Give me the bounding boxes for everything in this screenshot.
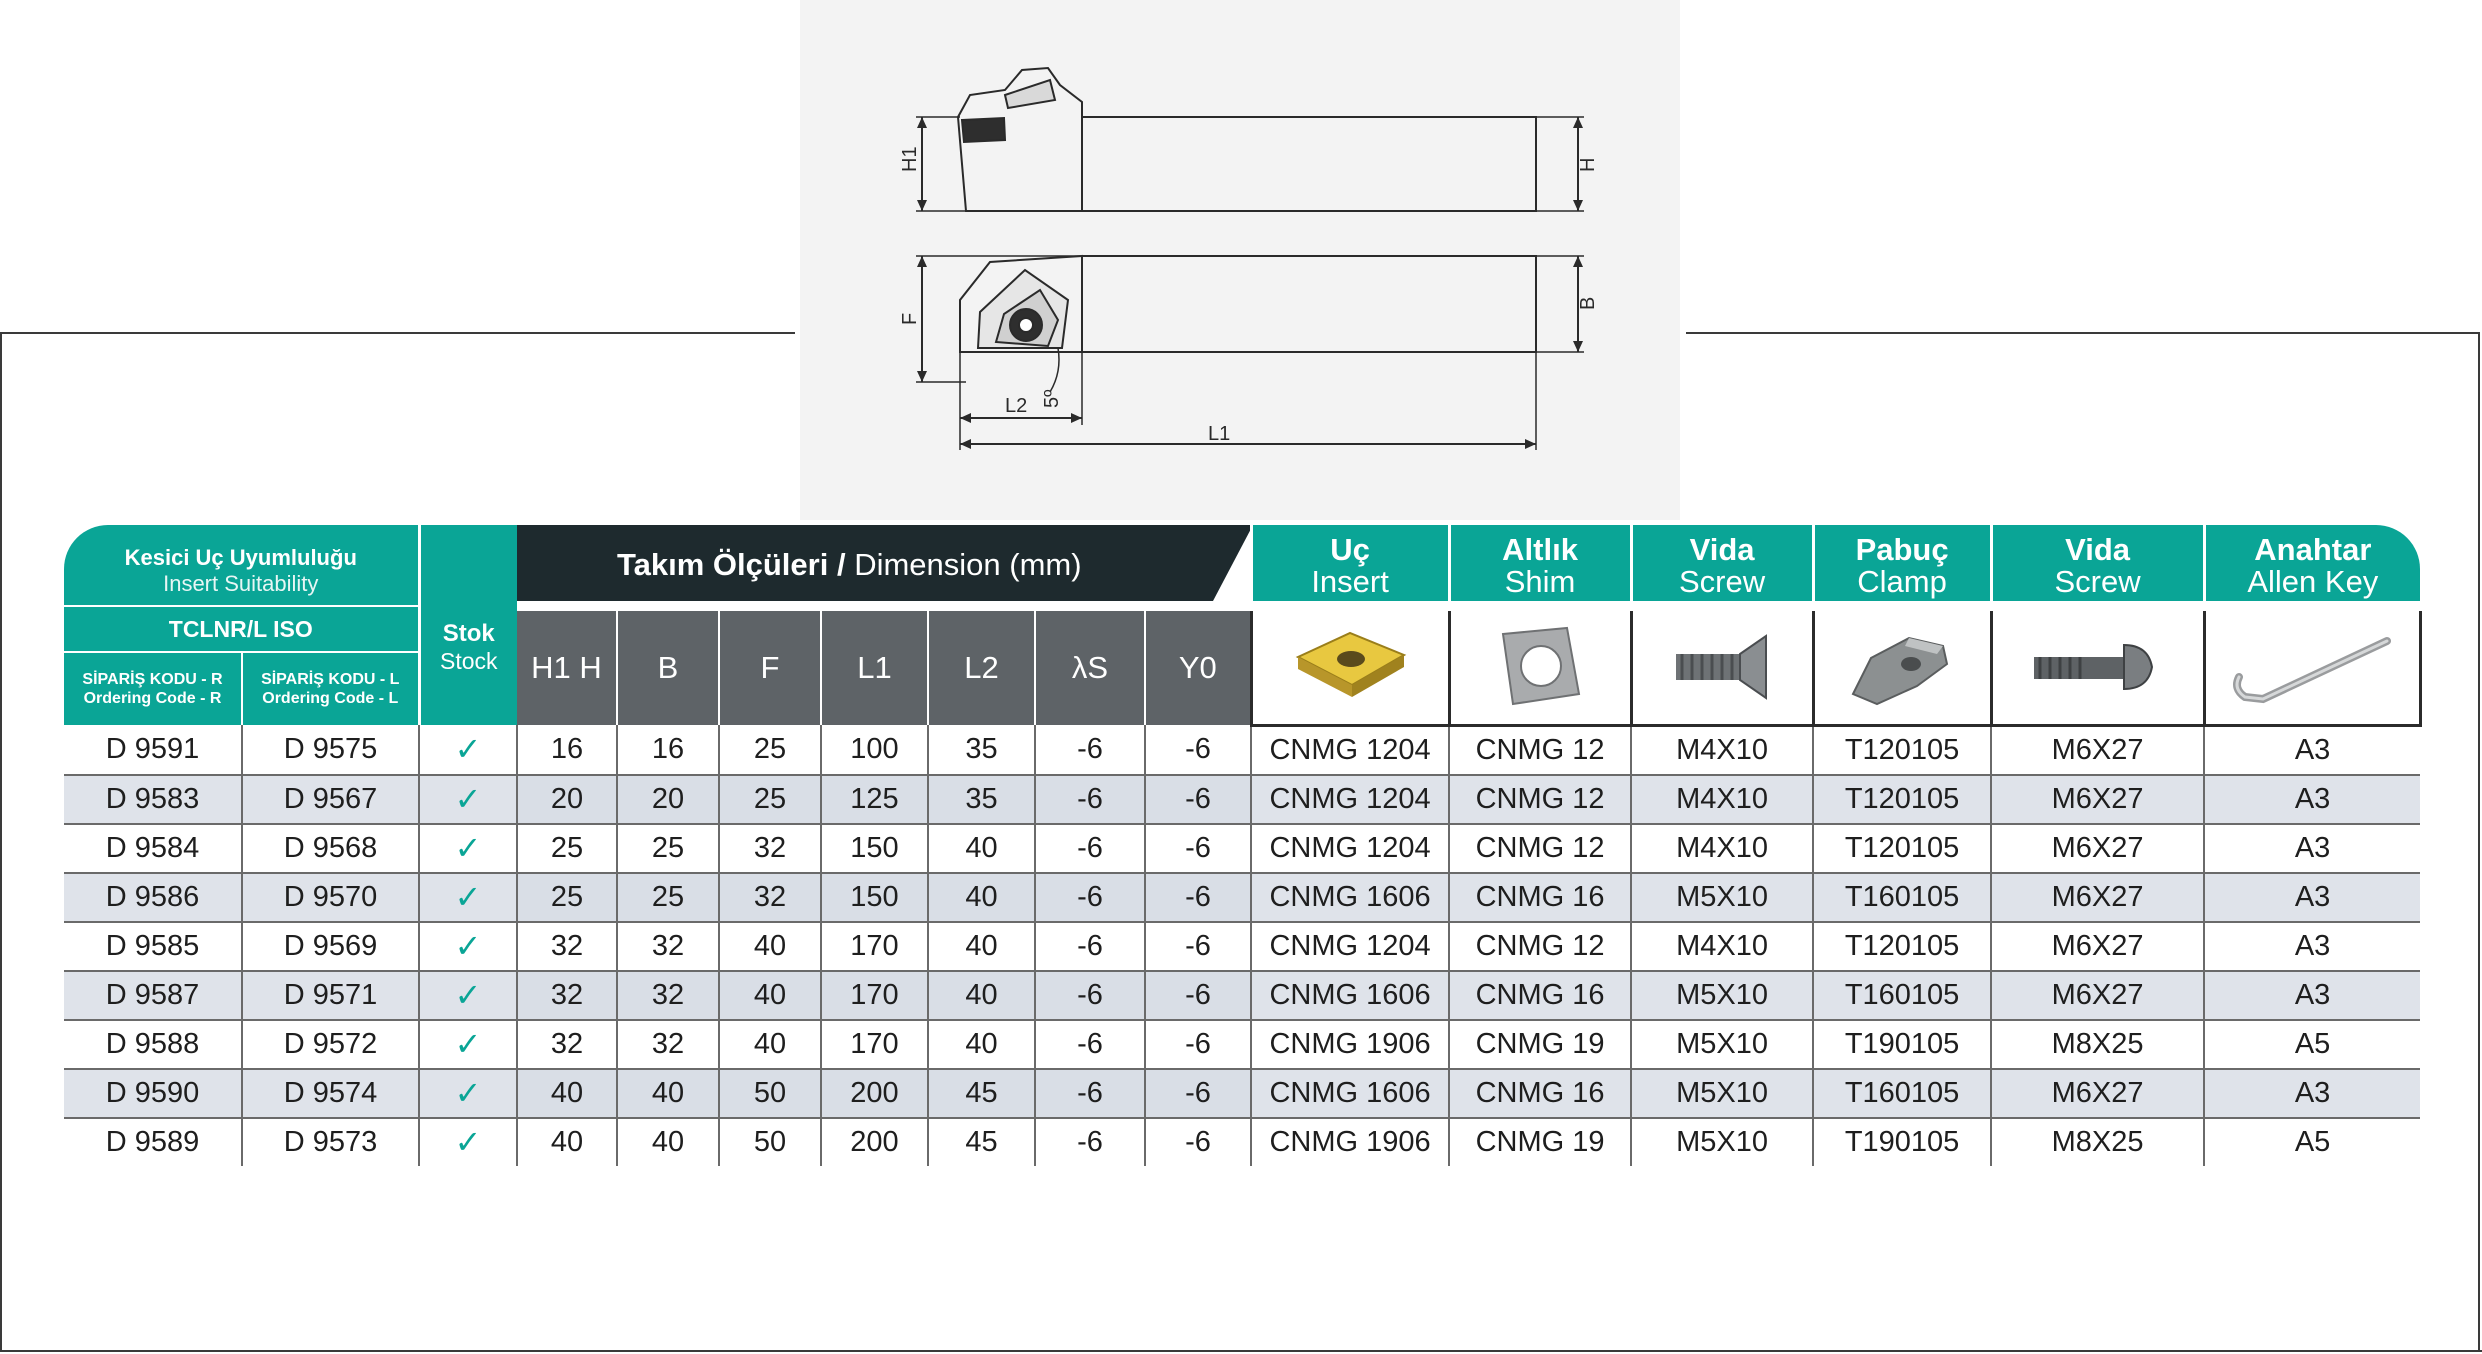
dim-y0-cell: -6 — [1145, 1020, 1251, 1069]
stock-check-icon: ✓ — [419, 971, 517, 1020]
table-row — [64, 922, 2420, 971]
dim-col-l2: L2 — [928, 606, 1035, 725]
part-header-screw — [1631, 525, 1813, 606]
dim-y0-cell: -6 — [1145, 922, 1251, 971]
dim-l2-cell: 45 — [928, 1118, 1035, 1166]
side-view-insert — [962, 118, 1005, 142]
allen-key-image-cell — [2204, 606, 2420, 725]
clamp-cell: T160105 — [1813, 971, 1991, 1020]
insert-cell: CNMG 1906 — [1251, 1118, 1449, 1166]
ordering-code-r-cell: D 9591 — [64, 725, 242, 775]
allen-key-cell: A5 — [2204, 1118, 2420, 1166]
ordering-code-l-subtitle: Ordering Code - L — [262, 690, 399, 707]
clamp-screw-cell: M6X27 — [1991, 873, 2204, 922]
ordering-code-r-cell: D 9590 — [64, 1069, 242, 1118]
dim-f-cell: 32 — [719, 824, 821, 873]
screw-cell: M5X10 — [1631, 1118, 1813, 1166]
ordering-code-r-cell: D 9589 — [64, 1118, 242, 1166]
dim-ls-cell: -6 — [1035, 775, 1145, 824]
dim-l2-cell: 40 — [928, 922, 1035, 971]
dim-col-h: H1 H — [517, 606, 617, 725]
dim-b-cell: 25 — [617, 824, 719, 873]
part-header-shim — [1449, 525, 1631, 606]
dim-l2-cell: 45 — [928, 1069, 1035, 1118]
ordering-code-l-cell: D 9570 — [242, 873, 419, 922]
stock-check-icon: ✓ — [419, 1020, 517, 1069]
dim-y0-cell: -6 — [1145, 873, 1251, 922]
dim-h-cell: 32 — [517, 1020, 617, 1069]
dim-ls-cell: -6 — [1035, 725, 1145, 775]
part-subtitle: Insert — [1311, 564, 1389, 599]
dim-y0-cell: -6 — [1145, 1118, 1251, 1166]
dim-f-cell: 25 — [719, 725, 821, 775]
side-view-body — [1082, 117, 1536, 211]
tool-holder-drawing — [800, 0, 1680, 520]
dim-l2-cell: 40 — [928, 873, 1035, 922]
ordering-code-r-cell: D 9586 — [64, 873, 242, 922]
screw-cell: M4X10 — [1631, 775, 1813, 824]
clamp-cell: T120105 — [1813, 824, 1991, 873]
stock-check-icon: ✓ — [419, 1118, 517, 1166]
clamp-screw-cell: M8X25 — [1991, 1020, 2204, 1069]
dim-b-cell: 40 — [617, 1118, 719, 1166]
ordering-code-r-cell: D 9585 — [64, 922, 242, 971]
dim-f-cell: 32 — [719, 873, 821, 922]
shim-cell: CNMG 16 — [1449, 873, 1631, 922]
dim-h-cell: 16 — [517, 725, 617, 775]
dim-b-cell: 32 — [617, 1020, 719, 1069]
ordering-code-l-cell: D 9573 — [242, 1118, 419, 1166]
allen-key-cell: A3 — [2204, 775, 2420, 824]
label-b: B — [1577, 296, 1599, 310]
dim-l2-cell: 40 — [928, 1020, 1035, 1069]
allen-key-cell: A3 — [2204, 725, 2420, 775]
allen-key-cell: A3 — [2204, 922, 2420, 971]
part-title: Pabuç — [1855, 532, 1949, 567]
allen-key-cell: A3 — [2204, 971, 2420, 1020]
dim-ls-cell: -6 — [1035, 971, 1145, 1020]
dim-col-y0: Y0 — [1145, 606, 1251, 725]
dim-f-cell: 40 — [719, 922, 821, 971]
clamp-screw-cell: M6X27 — [1991, 1069, 2204, 1118]
dimension-subtitle: Dimension (mm) — [845, 547, 1082, 582]
dim-f-cell: 50 — [719, 1118, 821, 1166]
dim-y0-cell: -6 — [1145, 824, 1251, 873]
dim-h-cell: 25 — [517, 824, 617, 873]
dim-l2-cell: 35 — [928, 775, 1035, 824]
screw-image-cell — [1631, 606, 1813, 725]
dim-y0-cell: -6 — [1145, 1069, 1251, 1118]
dim-l1-cell: 125 — [821, 775, 928, 824]
ordering-code-l-cell: D 9572 — [242, 1020, 419, 1069]
dim-y0-cell: -6 — [1145, 775, 1251, 824]
clamp-image-cell — [1813, 606, 1991, 725]
dim-h-cell: 40 — [517, 1118, 617, 1166]
dimension-header — [517, 525, 1251, 606]
dim-l1-cell: 200 — [821, 1069, 928, 1118]
insert-suitability-title: Kesici Uç Uyumluluğu — [124, 545, 357, 570]
insert-suitability-header — [64, 525, 419, 606]
insert-cell: CNMG 1204 — [1251, 775, 1449, 824]
part-subtitle: Clamp — [1857, 564, 1947, 599]
shim-cell: CNMG 12 — [1449, 824, 1631, 873]
dim-h-cell: 32 — [517, 922, 617, 971]
clamp-cell: T190105 — [1813, 1118, 1991, 1166]
part-title: Vida — [1689, 532, 1755, 567]
dim-h-cell: 40 — [517, 1069, 617, 1118]
table-row — [64, 1118, 2420, 1166]
clamp-screw-cell: M6X27 — [1991, 775, 2204, 824]
table-row — [64, 725, 2420, 775]
label-h1: H1 — [899, 146, 921, 172]
part-header-clamp-screw — [1991, 525, 2204, 606]
stock-check-icon: ✓ — [419, 873, 517, 922]
dim-b-cell: 32 — [617, 922, 719, 971]
table-row — [64, 971, 2420, 1020]
screw-cell: M5X10 — [1631, 1020, 1813, 1069]
ordering-code-r-header — [64, 652, 242, 725]
shim-cell: CNMG 12 — [1449, 922, 1631, 971]
clamp-cell: T160105 — [1813, 1069, 1991, 1118]
tool-spec-table — [64, 525, 2422, 1166]
dim-l1-cell: 100 — [821, 725, 928, 775]
shim-cell: CNMG 12 — [1449, 775, 1631, 824]
stock-check-icon: ✓ — [419, 725, 517, 775]
screw-cell: M5X10 — [1631, 971, 1813, 1020]
part-header-clamp — [1813, 525, 1991, 606]
ordering-code-r-cell: D 9584 — [64, 824, 242, 873]
clamp-screw-icon — [2028, 637, 2168, 697]
allen-key-cell: A3 — [2204, 824, 2420, 873]
part-subtitle: Screw — [2054, 564, 2141, 599]
ordering-code-l-cell: D 9569 — [242, 922, 419, 971]
ordering-code-l-cell: D 9571 — [242, 971, 419, 1020]
label-l2: L2 — [1005, 395, 1028, 417]
shim-cell: CNMG 16 — [1449, 971, 1631, 1020]
dim-ls-cell: -6 — [1035, 824, 1145, 873]
ordering-code-l-cell: D 9567 — [242, 775, 419, 824]
part-subtitle: Shim — [1504, 564, 1576, 599]
ordering-code-l-header — [242, 652, 419, 725]
label-l1: L1 — [1208, 423, 1231, 445]
allen-key-icon — [2227, 627, 2397, 707]
label-angle: 5º — [1041, 389, 1063, 408]
ordering-code-r-cell: D 9583 — [64, 775, 242, 824]
part-title: Uç — [1330, 532, 1370, 567]
dim-col-l1: L1 — [821, 606, 928, 725]
allen-key-cell: A5 — [2204, 1020, 2420, 1069]
part-title: Altlık — [1502, 532, 1578, 567]
clamp-screw-cell: M6X27 — [1991, 922, 2204, 971]
dimension-title: Takım Ölçüleri / — [617, 547, 846, 582]
clamp-icon — [1847, 624, 1957, 710]
dim-l1-cell: 200 — [821, 1118, 928, 1166]
dim-f-cell: 40 — [719, 971, 821, 1020]
dim-b-cell: 16 — [617, 725, 719, 775]
table-body — [64, 725, 2420, 1166]
stock-header — [419, 525, 517, 725]
dim-col-b: B — [617, 606, 719, 725]
screw-cell: M4X10 — [1631, 824, 1813, 873]
clamp-screw-cell: M8X25 — [1991, 1118, 2204, 1166]
dim-b-cell: 40 — [617, 1069, 719, 1118]
stock-check-icon: ✓ — [419, 922, 517, 971]
table-row — [64, 824, 2420, 873]
allen-key-cell: A3 — [2204, 1069, 2420, 1118]
dim-ls-cell: -6 — [1035, 1069, 1145, 1118]
table-row — [64, 1069, 2420, 1118]
dim-f-cell: 25 — [719, 775, 821, 824]
insert-suitability-subtitle: Insert Suitability — [163, 571, 319, 596]
allen-key-cell: A3 — [2204, 873, 2420, 922]
stock-check-icon: ✓ — [419, 1069, 517, 1118]
dim-f-cell: 40 — [719, 1020, 821, 1069]
table-row — [64, 775, 2420, 824]
clamp-cell: T160105 — [1813, 873, 1991, 922]
dim-col-f: F — [719, 606, 821, 725]
dim-b-cell: 20 — [617, 775, 719, 824]
insert-cell: CNMG 1204 — [1251, 922, 1449, 971]
insert-cell: CNMG 1606 — [1251, 873, 1449, 922]
insert-cell: CNMG 1606 — [1251, 971, 1449, 1020]
dim-l2-cell: 40 — [928, 971, 1035, 1020]
ordering-code-r-cell: D 9587 — [64, 971, 242, 1020]
stock-title: Stok — [442, 619, 495, 647]
clamp-screw-image-cell — [1991, 606, 2204, 725]
part-header-allen-key — [2204, 525, 2420, 606]
part-subtitle: Allen Key — [2247, 564, 2379, 599]
ordering-code-l-cell: D 9575 — [242, 725, 419, 775]
dim-l1-cell: 170 — [821, 1020, 928, 1069]
frame-border-bottom — [0, 1350, 2482, 1352]
dim-ls-cell: -6 — [1035, 873, 1145, 922]
clamp-cell: T120105 — [1813, 725, 1991, 775]
ordering-code-r-cell: D 9588 — [64, 1020, 242, 1069]
ordering-code-l-cell: D 9568 — [242, 824, 419, 873]
dim-y0-cell: -6 — [1145, 971, 1251, 1020]
screw-icon — [1670, 632, 1774, 702]
shim-cell: CNMG 19 — [1449, 1118, 1631, 1166]
dim-b-cell: 32 — [617, 971, 719, 1020]
insert-icon — [1288, 627, 1412, 707]
clamp-screw-cell: M6X27 — [1991, 725, 2204, 775]
shim-image-cell — [1449, 606, 1631, 725]
screw-cell: M4X10 — [1631, 922, 1813, 971]
clamp-screw-cell: M6X27 — [1991, 971, 2204, 1020]
clamp-cell: T190105 — [1813, 1020, 1991, 1069]
part-title: Anahtar — [2254, 532, 2372, 567]
part-subtitle: Screw — [1679, 564, 1766, 599]
dim-y0-cell: -6 — [1145, 725, 1251, 775]
screw-cell: M4X10 — [1631, 725, 1813, 775]
screw-cell: M5X10 — [1631, 873, 1813, 922]
dim-h-cell: 20 — [517, 775, 617, 824]
dim-l1-cell: 150 — [821, 873, 928, 922]
stock-check-icon: ✓ — [419, 775, 517, 824]
stock-subtitle: Stock — [439, 647, 498, 674]
clamp-cell: T120105 — [1813, 775, 1991, 824]
label-f: F — [899, 312, 921, 325]
table-row — [64, 873, 2420, 922]
insert-cell: CNMG 1606 — [1251, 1069, 1449, 1118]
dim-col-ls: λS — [1035, 606, 1145, 725]
dim-h-cell: 32 — [517, 971, 617, 1020]
clamp-cell: T120105 — [1813, 922, 1991, 971]
dim-f-cell: 50 — [719, 1069, 821, 1118]
insert-cell: CNMG 1204 — [1251, 725, 1449, 775]
dim-ls-cell: -6 — [1035, 1118, 1145, 1166]
dim-b-cell: 25 — [617, 873, 719, 922]
dim-h-cell: 25 — [517, 873, 617, 922]
ordering-code-l-cell: D 9574 — [242, 1069, 419, 1118]
ordering-code-r-title: SİPARİŞ KODU - R — [82, 671, 223, 688]
tool-holder-drawing-svg — [800, 0, 1680, 520]
shim-cell: CNMG 12 — [1449, 725, 1631, 775]
dim-l1-cell: 150 — [821, 824, 928, 873]
ordering-code-l-title: SİPARİŞ KODU - L — [261, 671, 400, 688]
dim-l1-cell: 170 — [821, 922, 928, 971]
screw-cell: M5X10 — [1631, 1069, 1813, 1118]
stock-check-icon: ✓ — [419, 824, 517, 873]
dim-l2-cell: 40 — [928, 824, 1035, 873]
table-row — [64, 1020, 2420, 1069]
label-h: H — [1577, 157, 1599, 172]
top-view-body — [1082, 256, 1536, 352]
ordering-code-r-subtitle: Ordering Code - R — [83, 690, 222, 707]
insert-image-cell — [1251, 606, 1449, 725]
clamp-screw-cell: M6X27 — [1991, 824, 2204, 873]
dim-l1-cell: 170 — [821, 971, 928, 1020]
part-header-insert — [1251, 525, 1449, 606]
dim-ls-cell: -6 — [1035, 1020, 1145, 1069]
shim-icon — [1495, 624, 1585, 710]
part-title: Vida — [2065, 532, 2131, 567]
insert-cell: CNMG 1204 — [1251, 824, 1449, 873]
insert-cell: CNMG 1906 — [1251, 1020, 1449, 1069]
insert-iso-label: TCLNR/L ISO — [64, 606, 419, 652]
dim-ls-cell: -6 — [1035, 922, 1145, 971]
shim-cell: CNMG 16 — [1449, 1069, 1631, 1118]
dim-l2-cell: 35 — [928, 725, 1035, 775]
shim-cell: CNMG 19 — [1449, 1020, 1631, 1069]
